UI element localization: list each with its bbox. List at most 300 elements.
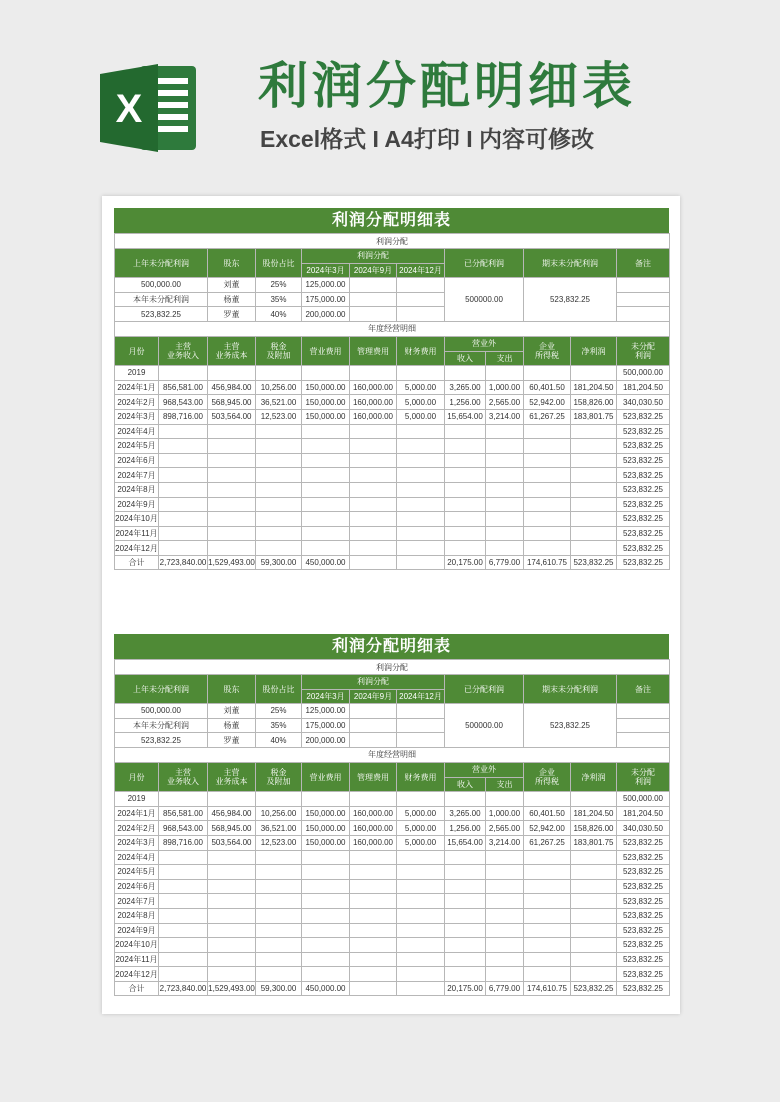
data-cell[interactable]: 450,000.00	[302, 555, 350, 570]
data-cell[interactable]: 2,723,840.00	[159, 981, 208, 996]
data-cell[interactable]	[302, 879, 350, 894]
data-cell[interactable]: 15,654.00	[445, 409, 486, 424]
data-cell[interactable]	[302, 952, 350, 967]
cell-ratio[interactable]: 40%	[256, 733, 302, 748]
data-cell[interactable]	[208, 453, 256, 468]
data-cell[interactable]: 523,832.25	[617, 409, 670, 424]
data-cell[interactable]	[350, 555, 397, 570]
data-cell[interactable]	[159, 865, 208, 880]
data-cell[interactable]: 150,000.00	[302, 821, 350, 836]
data-cell[interactable]	[524, 952, 571, 967]
data-cell[interactable]	[159, 894, 208, 909]
data-cell[interactable]: 150,000.00	[302, 395, 350, 410]
data-cell[interactable]	[256, 879, 302, 894]
data-cell[interactable]	[445, 482, 486, 497]
data-cell[interactable]	[256, 850, 302, 865]
data-cell[interactable]	[486, 497, 524, 512]
data-cell[interactable]	[302, 453, 350, 468]
data-cell[interactable]: 898,716.00	[159, 409, 208, 424]
data-cell[interactable]: 1,529,493.00	[208, 555, 256, 570]
data-cell[interactable]	[159, 526, 208, 541]
data-cell[interactable]: 183,801.75	[571, 409, 617, 424]
cell-dist-month-2[interactable]	[350, 704, 397, 719]
data-cell[interactable]	[524, 938, 571, 953]
data-cell[interactable]: 181,204.50	[617, 380, 670, 395]
data-cell[interactable]	[208, 938, 256, 953]
data-cell[interactable]: 10,256.00	[256, 806, 302, 821]
data-cell[interactable]	[571, 482, 617, 497]
data-cell[interactable]: 60,401.50	[524, 380, 571, 395]
data-cell[interactable]	[302, 541, 350, 556]
data-cell[interactable]	[486, 482, 524, 497]
data-cell[interactable]	[350, 938, 397, 953]
data-cell[interactable]: 523,832.25	[617, 555, 670, 570]
data-cell[interactable]	[208, 923, 256, 938]
cell-dist-month-2[interactable]	[350, 718, 397, 733]
data-cell[interactable]	[350, 439, 397, 454]
cell-shareholder[interactable]: 刘董	[208, 704, 256, 719]
data-cell[interactable]	[524, 850, 571, 865]
data-cell[interactable]: 160,000.00	[350, 821, 397, 836]
data-cell[interactable]: 160,000.00	[350, 806, 397, 821]
data-cell[interactable]	[445, 908, 486, 923]
data-cell[interactable]: 1,256.00	[445, 821, 486, 836]
data-cell[interactable]: 450,000.00	[302, 981, 350, 996]
data-cell[interactable]: 2,565.00	[486, 395, 524, 410]
data-cell[interactable]: 52,942.00	[524, 395, 571, 410]
data-cell[interactable]	[571, 923, 617, 938]
data-cell[interactable]	[350, 482, 397, 497]
data-cell[interactable]	[350, 850, 397, 865]
cell-dist-month-1[interactable]: 125,000.00	[302, 278, 350, 293]
data-cell[interactable]	[397, 453, 445, 468]
cell-end-value[interactable]: 523,832.25	[524, 278, 617, 322]
data-cell[interactable]	[571, 908, 617, 923]
data-cell[interactable]: 856,581.00	[159, 806, 208, 821]
data-cell[interactable]	[524, 526, 571, 541]
data-cell[interactable]: 523,832.25	[571, 981, 617, 996]
data-cell[interactable]: 160,000.00	[350, 835, 397, 850]
data-cell[interactable]	[208, 908, 256, 923]
data-cell[interactable]	[302, 792, 350, 807]
data-cell[interactable]: 3,214.00	[486, 835, 524, 850]
data-cell[interactable]	[524, 512, 571, 527]
cell-shareholder[interactable]: 刘董	[208, 278, 256, 293]
data-cell[interactable]	[524, 894, 571, 909]
data-cell[interactable]	[256, 424, 302, 439]
data-cell[interactable]	[256, 938, 302, 953]
data-cell[interactable]	[445, 453, 486, 468]
data-cell[interactable]: 523,832.25	[617, 938, 670, 953]
cell-remark[interactable]	[617, 292, 670, 307]
data-cell[interactable]: 52,942.00	[524, 821, 571, 836]
cell-current-undistributed-value[interactable]: 523,832.25	[115, 307, 208, 322]
data-cell[interactable]: 158,826.00	[571, 821, 617, 836]
data-cell[interactable]	[256, 468, 302, 483]
data-cell[interactable]	[159, 938, 208, 953]
data-cell[interactable]	[159, 923, 208, 938]
data-cell[interactable]	[486, 468, 524, 483]
data-cell[interactable]	[256, 967, 302, 982]
data-cell[interactable]	[256, 541, 302, 556]
cell-current-undistributed-value[interactable]: 523,832.25	[115, 733, 208, 748]
data-cell[interactable]	[302, 967, 350, 982]
data-cell[interactable]	[159, 482, 208, 497]
data-cell[interactable]: 2,723,840.00	[159, 555, 208, 570]
data-cell[interactable]: 523,832.25	[617, 424, 670, 439]
data-cell[interactable]	[350, 512, 397, 527]
data-cell[interactable]: 503,564.00	[208, 409, 256, 424]
data-cell[interactable]: 523,832.25	[617, 967, 670, 982]
data-cell[interactable]: 150,000.00	[302, 380, 350, 395]
data-cell[interactable]	[397, 967, 445, 982]
cell-dist-month-2[interactable]	[350, 733, 397, 748]
data-cell[interactable]	[524, 468, 571, 483]
data-cell[interactable]: 968,543.00	[159, 821, 208, 836]
data-cell[interactable]	[159, 952, 208, 967]
data-cell[interactable]	[397, 879, 445, 894]
data-cell[interactable]: 523,832.25	[617, 879, 670, 894]
data-cell[interactable]: 340,030.50	[617, 395, 670, 410]
data-cell[interactable]	[159, 497, 208, 512]
data-cell[interactable]: 1,529,493.00	[208, 981, 256, 996]
data-cell[interactable]	[445, 865, 486, 880]
data-cell[interactable]: 10,256.00	[256, 380, 302, 395]
cell-dist-month-1[interactable]: 200,000.00	[302, 733, 350, 748]
cell-shareholder[interactable]: 罗董	[208, 733, 256, 748]
data-cell[interactable]: 12,523.00	[256, 409, 302, 424]
data-cell[interactable]: 3,265.00	[445, 380, 486, 395]
data-cell[interactable]	[524, 967, 571, 982]
data-cell[interactable]	[350, 468, 397, 483]
data-cell[interactable]: 523,832.25	[617, 526, 670, 541]
data-cell[interactable]	[486, 526, 524, 541]
cell-remark[interactable]	[617, 704, 670, 719]
data-cell[interactable]	[397, 512, 445, 527]
data-cell[interactable]	[208, 541, 256, 556]
data-cell[interactable]	[302, 512, 350, 527]
cell-dist-month-2[interactable]	[350, 307, 397, 322]
data-cell[interactable]	[445, 468, 486, 483]
data-cell[interactable]: 898,716.00	[159, 835, 208, 850]
data-cell[interactable]	[302, 497, 350, 512]
data-cell[interactable]: 523,832.25	[617, 952, 670, 967]
data-cell[interactable]	[571, 894, 617, 909]
data-cell[interactable]	[397, 865, 445, 880]
data-cell[interactable]: 523,832.25	[617, 497, 670, 512]
data-cell[interactable]	[486, 923, 524, 938]
data-cell[interactable]	[208, 526, 256, 541]
data-cell[interactable]	[159, 468, 208, 483]
data-cell[interactable]: 158,826.00	[571, 395, 617, 410]
data-cell[interactable]: 523,832.25	[571, 555, 617, 570]
data-cell[interactable]	[571, 512, 617, 527]
data-cell[interactable]	[350, 923, 397, 938]
data-cell[interactable]	[397, 938, 445, 953]
data-cell[interactable]	[524, 366, 571, 381]
data-cell[interactable]	[208, 894, 256, 909]
data-cell[interactable]	[256, 865, 302, 880]
data-cell[interactable]	[571, 792, 617, 807]
cell-dist-month-1[interactable]: 200,000.00	[302, 307, 350, 322]
data-cell[interactable]	[302, 424, 350, 439]
data-cell[interactable]: 59,300.00	[256, 981, 302, 996]
data-cell[interactable]	[397, 952, 445, 967]
data-cell[interactable]	[302, 894, 350, 909]
data-cell[interactable]	[159, 453, 208, 468]
data-cell[interactable]	[302, 908, 350, 923]
data-cell[interactable]	[256, 482, 302, 497]
cell-dist-month-1[interactable]: 125,000.00	[302, 704, 350, 719]
data-cell[interactable]: 20,175.00	[445, 981, 486, 996]
data-cell[interactable]	[397, 923, 445, 938]
data-cell[interactable]: 523,832.25	[617, 908, 670, 923]
data-cell[interactable]: 1,000.00	[486, 380, 524, 395]
cell-dist-month-2[interactable]	[350, 278, 397, 293]
data-cell[interactable]	[256, 952, 302, 967]
cell-ratio[interactable]: 25%	[256, 704, 302, 719]
data-cell[interactable]	[486, 952, 524, 967]
data-cell[interactable]: 456,984.00	[208, 380, 256, 395]
data-cell[interactable]	[524, 923, 571, 938]
data-cell[interactable]	[397, 482, 445, 497]
data-cell[interactable]	[571, 526, 617, 541]
data-cell[interactable]	[208, 482, 256, 497]
data-cell[interactable]	[571, 366, 617, 381]
cell-prev-value[interactable]: 500,000.00	[115, 704, 208, 719]
data-cell[interactable]	[350, 541, 397, 556]
data-cell[interactable]	[302, 366, 350, 381]
data-cell[interactable]	[486, 366, 524, 381]
data-cell[interactable]: 5,000.00	[397, 380, 445, 395]
data-cell[interactable]	[208, 967, 256, 982]
data-cell[interactable]	[302, 526, 350, 541]
data-cell[interactable]	[486, 894, 524, 909]
data-cell[interactable]	[397, 366, 445, 381]
data-cell[interactable]	[302, 482, 350, 497]
data-cell[interactable]: 503,564.00	[208, 835, 256, 850]
cell-dist-month-1[interactable]: 175,000.00	[302, 292, 350, 307]
data-cell[interactable]	[256, 894, 302, 909]
data-cell[interactable]	[159, 967, 208, 982]
data-cell[interactable]: 5,000.00	[397, 821, 445, 836]
data-cell[interactable]: 856,581.00	[159, 380, 208, 395]
data-cell[interactable]	[571, 541, 617, 556]
data-cell[interactable]: 523,832.25	[617, 468, 670, 483]
data-cell[interactable]	[571, 453, 617, 468]
data-cell[interactable]: 523,832.25	[617, 453, 670, 468]
data-cell[interactable]	[524, 908, 571, 923]
data-cell[interactable]	[350, 908, 397, 923]
data-cell[interactable]	[208, 497, 256, 512]
cell-distributed-value[interactable]: 500000.00	[445, 278, 524, 322]
data-cell[interactable]: 36,521.00	[256, 821, 302, 836]
data-cell[interactable]: 181,204.50	[571, 380, 617, 395]
data-cell[interactable]: 523,832.25	[617, 541, 670, 556]
data-cell[interactable]	[524, 541, 571, 556]
data-cell[interactable]	[256, 526, 302, 541]
cell-dist-month-3[interactable]	[397, 307, 445, 322]
data-cell[interactable]	[208, 468, 256, 483]
data-cell[interactable]	[397, 981, 445, 996]
data-cell[interactable]	[571, 879, 617, 894]
data-cell[interactable]	[445, 424, 486, 439]
data-cell[interactable]	[445, 879, 486, 894]
cell-prev-value[interactable]: 500,000.00	[115, 278, 208, 293]
data-cell[interactable]	[445, 512, 486, 527]
data-cell[interactable]	[208, 952, 256, 967]
data-cell[interactable]	[397, 792, 445, 807]
data-cell[interactable]: 523,832.25	[617, 482, 670, 497]
cell-dist-month-2[interactable]	[350, 292, 397, 307]
data-cell[interactable]	[445, 952, 486, 967]
data-cell[interactable]: 150,000.00	[302, 835, 350, 850]
data-cell[interactable]	[256, 792, 302, 807]
data-cell[interactable]	[445, 923, 486, 938]
data-cell[interactable]: 523,832.25	[617, 835, 670, 850]
data-cell[interactable]	[159, 439, 208, 454]
data-cell[interactable]: 174,610.75	[524, 981, 571, 996]
data-cell[interactable]: 523,832.25	[617, 512, 670, 527]
data-cell[interactable]	[256, 439, 302, 454]
cell-remark[interactable]	[617, 278, 670, 293]
data-cell[interactable]	[350, 497, 397, 512]
data-cell[interactable]	[208, 366, 256, 381]
data-cell[interactable]: 160,000.00	[350, 395, 397, 410]
cell-ratio[interactable]: 40%	[256, 307, 302, 322]
data-cell[interactable]	[445, 439, 486, 454]
data-cell[interactable]: 5,000.00	[397, 835, 445, 850]
data-cell[interactable]	[571, 952, 617, 967]
data-cell[interactable]: 500,000.00	[617, 792, 670, 807]
data-cell[interactable]: 150,000.00	[302, 806, 350, 821]
data-cell[interactable]	[445, 938, 486, 953]
data-cell[interactable]	[571, 497, 617, 512]
data-cell[interactable]	[302, 923, 350, 938]
data-cell[interactable]	[256, 908, 302, 923]
data-cell[interactable]: 523,832.25	[617, 850, 670, 865]
data-cell[interactable]: 150,000.00	[302, 409, 350, 424]
data-cell[interactable]	[159, 366, 208, 381]
data-cell[interactable]	[486, 967, 524, 982]
data-cell[interactable]: 12,523.00	[256, 835, 302, 850]
cell-ratio[interactable]: 25%	[256, 278, 302, 293]
data-cell[interactable]	[350, 366, 397, 381]
data-cell[interactable]	[486, 453, 524, 468]
data-cell[interactable]: 6,779.00	[486, 981, 524, 996]
data-cell[interactable]	[486, 541, 524, 556]
cell-dist-month-3[interactable]	[397, 733, 445, 748]
data-cell[interactable]: 1,256.00	[445, 395, 486, 410]
data-cell[interactable]	[208, 512, 256, 527]
data-cell[interactable]	[208, 865, 256, 880]
data-cell[interactable]: 500,000.00	[617, 366, 670, 381]
cell-end-value[interactable]: 523,832.25	[524, 704, 617, 748]
data-cell[interactable]	[445, 366, 486, 381]
cell-distributed-value[interactable]: 500000.00	[445, 704, 524, 748]
data-cell[interactable]	[159, 850, 208, 865]
data-cell[interactable]	[256, 512, 302, 527]
data-cell[interactable]: 2,565.00	[486, 821, 524, 836]
data-cell[interactable]	[524, 424, 571, 439]
data-cell[interactable]: 5,000.00	[397, 395, 445, 410]
data-cell[interactable]	[524, 482, 571, 497]
data-cell[interactable]	[397, 541, 445, 556]
data-cell[interactable]: 523,832.25	[617, 923, 670, 938]
data-cell[interactable]	[302, 468, 350, 483]
data-cell[interactable]: 183,801.75	[571, 835, 617, 850]
data-cell[interactable]	[486, 439, 524, 454]
data-cell[interactable]	[208, 850, 256, 865]
data-cell[interactable]: 181,204.50	[617, 806, 670, 821]
data-cell[interactable]	[302, 865, 350, 880]
data-cell[interactable]	[445, 850, 486, 865]
data-cell[interactable]	[350, 879, 397, 894]
data-cell[interactable]: 568,945.00	[208, 395, 256, 410]
data-cell[interactable]	[571, 865, 617, 880]
data-cell[interactable]	[445, 792, 486, 807]
data-cell[interactable]	[350, 967, 397, 982]
data-cell[interactable]	[486, 908, 524, 923]
data-cell[interactable]	[486, 424, 524, 439]
data-cell[interactable]: 5,000.00	[397, 409, 445, 424]
data-cell[interactable]	[159, 424, 208, 439]
data-cell[interactable]	[486, 938, 524, 953]
cell-shareholder[interactable]: 杨董	[208, 292, 256, 307]
data-cell[interactable]	[350, 981, 397, 996]
data-cell[interactable]	[524, 439, 571, 454]
data-cell[interactable]	[397, 894, 445, 909]
data-cell[interactable]	[208, 879, 256, 894]
data-cell[interactable]	[159, 792, 208, 807]
data-cell[interactable]	[571, 850, 617, 865]
cell-dist-month-3[interactable]	[397, 292, 445, 307]
data-cell[interactable]	[524, 453, 571, 468]
data-cell[interactable]: 181,204.50	[571, 806, 617, 821]
data-cell[interactable]	[524, 497, 571, 512]
data-cell[interactable]	[397, 424, 445, 439]
cell-remark[interactable]	[617, 733, 670, 748]
data-cell[interactable]	[256, 923, 302, 938]
cell-shareholder[interactable]: 罗董	[208, 307, 256, 322]
data-cell[interactable]: 36,521.00	[256, 395, 302, 410]
data-cell[interactable]: 456,984.00	[208, 806, 256, 821]
data-cell[interactable]: 340,030.50	[617, 821, 670, 836]
data-cell[interactable]	[350, 894, 397, 909]
cell-ratio[interactable]: 35%	[256, 718, 302, 733]
data-cell[interactable]	[350, 952, 397, 967]
data-cell[interactable]: 3,265.00	[445, 806, 486, 821]
data-cell[interactable]	[524, 879, 571, 894]
data-cell[interactable]: 61,267.25	[524, 835, 571, 850]
data-cell[interactable]: 160,000.00	[350, 380, 397, 395]
data-cell[interactable]	[208, 424, 256, 439]
data-cell[interactable]: 59,300.00	[256, 555, 302, 570]
data-cell[interactable]	[397, 468, 445, 483]
data-cell[interactable]: 174,610.75	[524, 555, 571, 570]
data-cell[interactable]	[397, 439, 445, 454]
data-cell[interactable]	[256, 497, 302, 512]
cell-dist-month-3[interactable]	[397, 718, 445, 733]
data-cell[interactable]: 5,000.00	[397, 806, 445, 821]
data-cell[interactable]: 523,832.25	[617, 439, 670, 454]
data-cell[interactable]	[397, 526, 445, 541]
data-cell[interactable]	[159, 512, 208, 527]
data-cell[interactable]	[159, 879, 208, 894]
data-cell[interactable]: 523,832.25	[617, 981, 670, 996]
data-cell[interactable]	[445, 967, 486, 982]
data-cell[interactable]	[397, 555, 445, 570]
